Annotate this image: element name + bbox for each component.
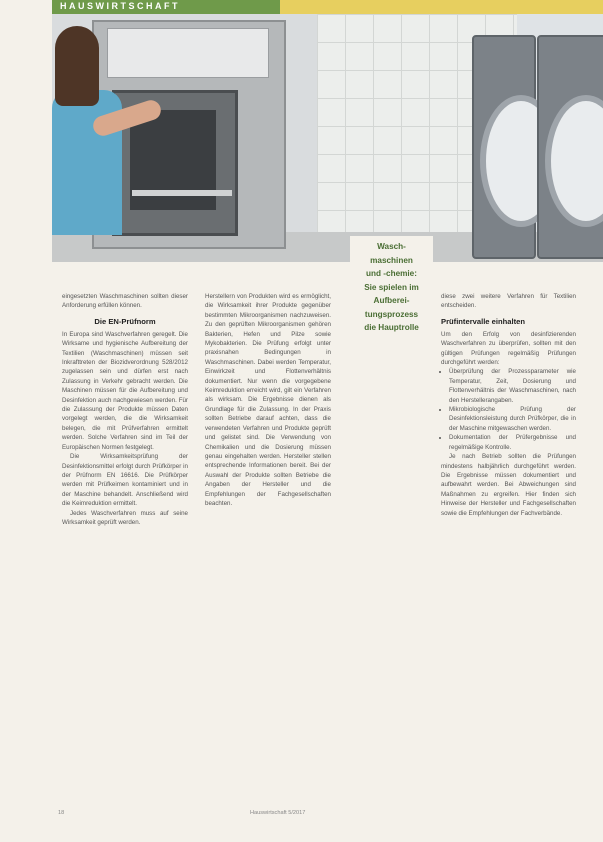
- caption-line: und -chemie:: [366, 269, 417, 278]
- caption-line: maschinen: [370, 255, 413, 265]
- caption-line: Wasch-: [377, 242, 406, 251]
- caption-line: tungsprozess: [364, 309, 419, 319]
- paragraph: In Europa sind Waschverfahren geregelt. Die Wirksame und hygienische Aufbereitung der Textilien (Waschmaschinen) müssen seit Inkrafttreten der Biozidverordnung 528/2012 zugelassen sein und dürfen erst nach Zulassung in Verkehr gebracht werden. Die Maschinen müssen für die Aufbereitung und Desinfektion auch nachgewiesen werden. Für die Zulassung der Produkte müssen Daten vorgelegt werden, die die Wirksamkeit belegen, die mit Prüfverfahren ermittelt werden. Solche Verfahren sind im Teil der Europäischen Normen festgelegt.: [62, 330, 188, 451]
- paragraph: Je nach Betrieb sollten die Prüfungen mindestens halbjährlich durchgeführt werden. Die Ergebnisse müssen dokumentiert und aufbewahrt werden. Bei Abweichungen sind Maßnahmen zu ergreifen. Hier finden sich Hinweise der Hersteller und Fachgesellschaften sowie die Empfehlungen der Fachverbände.: [441, 453, 576, 517]
- paragraph: eingesetzten Waschmaschinen sollten dieser Anforderung erfüllen können.: [62, 293, 188, 310]
- washing-machine: [472, 35, 536, 259]
- section-title: HAUSWIRTSCHAFT: [60, 1, 180, 11]
- paragraph: diese zwei weitere Verfahren für Textilien entscheiden.: [441, 293, 576, 310]
- issue-info: Hauswirtschaft 5/2017: [250, 810, 306, 816]
- subheading: Prüfintervalle einhalten: [441, 316, 525, 326]
- text-column-2: [205, 292, 331, 508]
- list-item: • Überprüfung der Prozessparameter wie Temperatur, Zeit, Dosierung und Flottenverhältnis der Waschmaschinen, nach den Herstellerangaben.: [449, 367, 576, 405]
- paragraph: Um den Erfolg von desinfizierenden Waschverfahren zu überprüfen, sollten mit den gültigen Prüfungen regelmäßig Prüfungen durchgeführt werden:: [441, 330, 576, 367]
- section-header-accent: [280, 0, 603, 14]
- machine-rail: [132, 190, 232, 196]
- paragraph: Jedes Waschverfahren muss auf seine Wirksamkeit geprüft werden.: [62, 509, 188, 526]
- washer-drum: [545, 95, 603, 227]
- person-hair: [55, 26, 99, 106]
- photo-caption: [350, 236, 433, 348]
- page-number: 18: [58, 810, 65, 816]
- subheading: Die EN-Prüfnorm: [94, 316, 156, 326]
- caption-line: die Hauptrolle: [364, 323, 419, 332]
- washing-machine: [537, 35, 603, 259]
- list-item: • Dokumentation der Prüfergebnisse und regelmäßige Kontrolle.: [449, 433, 576, 452]
- caption-line: Sie spielen im: [364, 282, 419, 292]
- caption-line: Aufberei-: [373, 296, 410, 305]
- text-column-3: [441, 292, 576, 518]
- paragraph: Herstellern von Produkten wird es ermöglicht, die Wirksamkeit ihrer Produkte gegenüber bestimmten Mikroorganismen nachzuweisen. Zu den geprüften Mikroorganismen gehören Bakterien, Hefen und Pilze sowie Mykobakterien. Die Prüfung erfolgt unter praxisnahen Bedingungen in Waschmaschinen. Dabei werden Temperatur, Einwirkzeit und Flottenverhältnis dokumentiert. Nur wenn die vorgegebene Keimreduktion erreicht wird, gilt ein Verfahren als wirksam. Die Ergebnisse dienen als Grundlage für die Zulassung. In der Praxis sollten Betriebe darauf achten, dass die verwendeten Verfahren und Produkte geprüft und gelistet sind. Die Verwendung von Chemikalien und die Dosierung müssen genau eingehalten werden. Hersteller stellen entsprechende Informationen bereit. Bei der Auswahl der Produkte sollten Betriebe die Angaben der Hersteller und die Empfehlungen der Fachgesellschaften beachten.: [205, 293, 331, 507]
- machine-panel: [107, 28, 269, 78]
- list-item: • Mikrobiologische Prüfung der Desinfektionsleistung durch Prüfkörper, die in der Maschine mitgewaschen werden.: [449, 405, 576, 433]
- laundry-photo: [52, 0, 603, 262]
- text-column-1: [62, 292, 188, 527]
- bullet-list: [441, 367, 576, 452]
- paragraph: Die Wirksamkeitsprüfung der Desinfektionsmittel erfolgt durch Prüfkörper in der Prüfnorm EN 16616. Die Prüfkörper werden mit Prüfkeimen kontaminiert und in der Maschine behandelt. Anschließend wird die Keimreduktion ermittelt.: [62, 453, 188, 508]
